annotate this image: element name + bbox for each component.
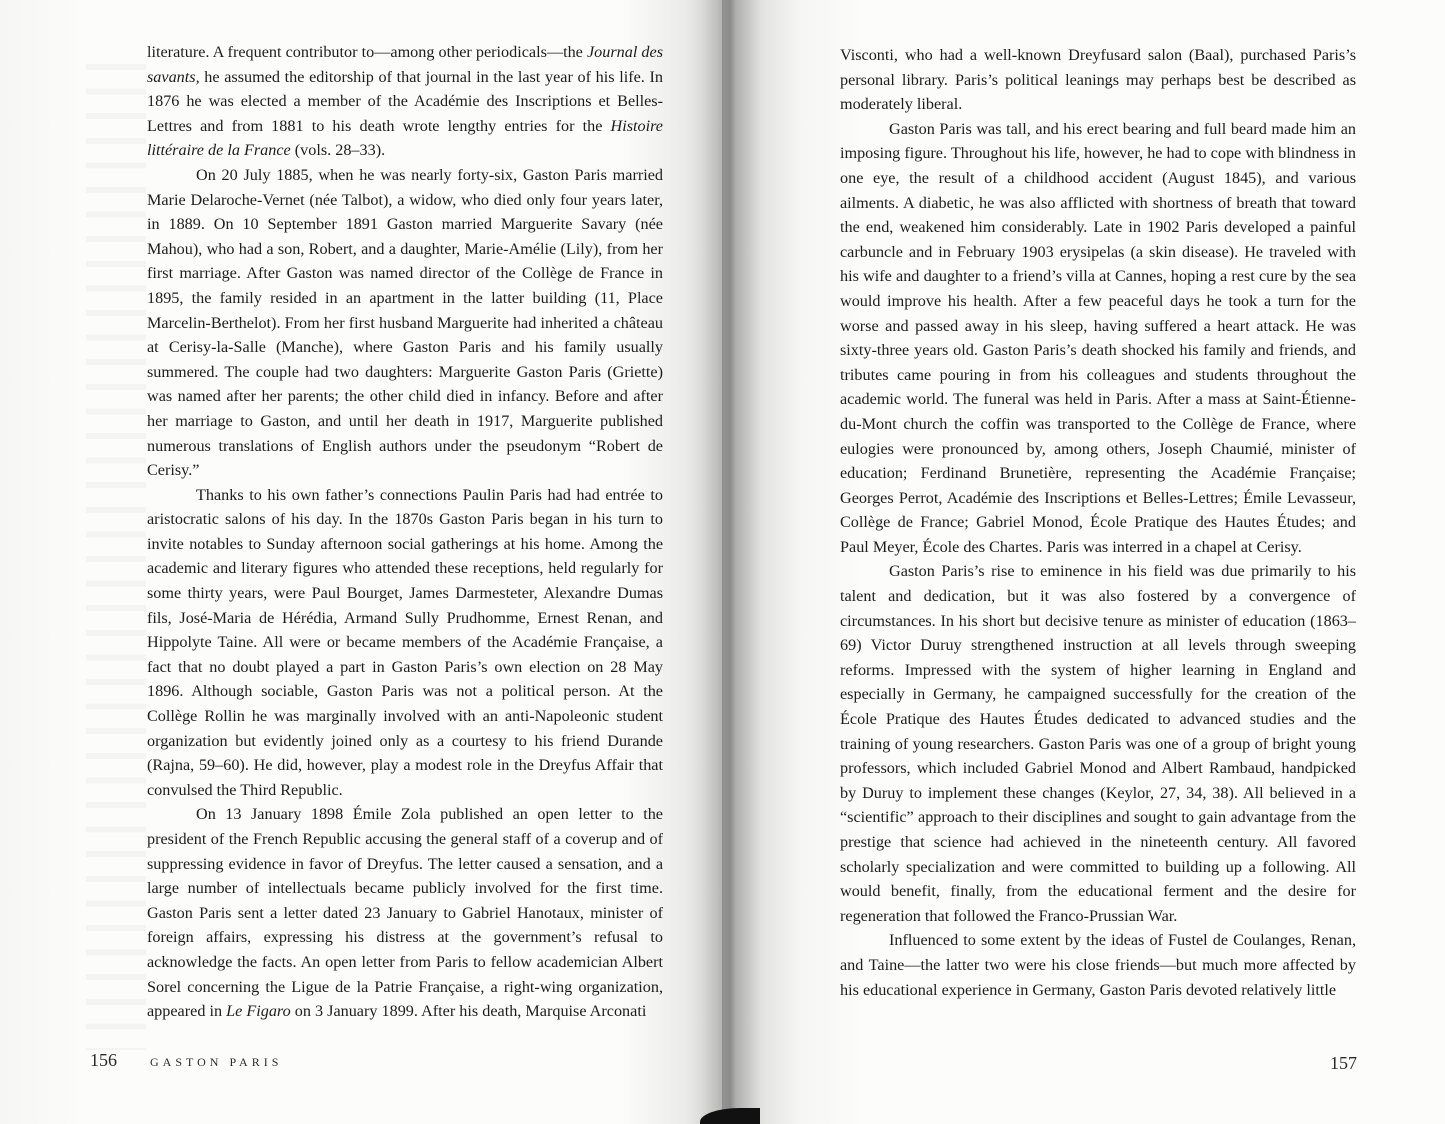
running-head: GASTON PARIS	[150, 1055, 283, 1069]
body-paragraph: Gaston Paris was tall, and his erect bearing and full beard made him an imposing figure. Throughout his life, however, he had to cope with blindness in one eye, the result of a childhood accident (August 1845), and various ailments. A diabetic, he was also afflicted with shortness of breath that toward the end, weakened him considerably. Late in 1902 Paris developed a painful carbuncle and in February 1903 erysipelas (a skin disease). He traveled with his wife and daughter to a friend’s villa at Cannes, hoping a rest cure by the sea would improve his health. After a few peaceful days he took a turn for the worse and passed away in his sleep, having suffered a heart attack. He was sixty-three years old. Gaston Paris’s death shocked his family and friends, and tributes came pouring in from his colleagues and students throughout the academic world. The funeral was held in Paris. After a mass at Saint-Étienne-du-Mont church the coffin was transported to the Collège de France, where eulogies were pronounced by, among others, Joseph Chaumié, minister of education; Ferdinand Brunetière, representing the Académie Française; Georges Perrot, Académie des Inscriptions et Belles-Lettres; Émile Levasseur, Collège de France; Gabriel Monod, École Pratique des Hautes Études; and Paul Meyer, École des Chartes. Paris was interred in a chapel at Cerisy.	[840, 119, 1356, 556]
body-paragraph: On 20 July 1885, when he was nearly forty-six, Gaston Paris married Marie Delaroche-Vernet (née Talbot), a widow, who died only four years later, in 1889. On 10 September 1891 Gaston married Marguerite Savary (née Mahou), who had a son, Robert, and a daughter, Marie-Amélie (Lily), from her first marriage. After Gaston was named director of the Collège de France in 1895, the family resided in an apartment in the latter building (11, Place Marcelin-Berthelot). From her first husband Marguerite had inherited a château at Cerisy-la-Salle (Manche), where Gaston Paris and his family usually summered. The couple had two daughters: Marguerite Gaston Paris (Griette) was named after her parents; the other child died in infancy. Before and after her marriage to Gaston, and until her death in 1917, Marguerite published numerous translations of English authors under the pseudonym “Robert de Cerisy.”	[147, 165, 663, 480]
left-page-body	[147, 40, 663, 1024]
body-paragraph: literature. A frequent contributor to—among other periodicals—the Journal des savants, he assumed the editorship of that journal in the last year of his life. In 1876 he was elected a member of the Académie des Inscriptions et Belles-Lettres and from 1881 to his death wrote lengthy entries for the Histoire littéraire de la France (vols. 28–33).	[147, 43, 663, 160]
right-page	[722, 0, 1445, 1124]
body-paragraph: On 13 January 1898 Émile Zola published an open letter to the president of the French Republic accusing the general staff of a coverup and of suppressing evidence in favor of Dreyfus. The letter caused a sensation, and a large number of intellectuals became publicly involved for the first time. Gaston Paris sent a letter dated 23 January to Gabriel Hanotaux, minister of foreign affairs, expressing his distress at the government’s refusal to acknowledge the facts. An open letter from Paris to fellow academician Albert Sorel concerning the Ligue de la Patrie Française, a right-wing organization, appeared in Le Figaro on 3 January 1899. After his death, Marquise Arconati	[147, 805, 663, 1021]
body-paragraph: Influenced to some extent by the ideas of Fustel de Coulanges, Renan, and Taine—the latter two were his close friends—but much more affected by his educational experience in Germany, Gaston Paris devoted relatively little	[840, 931, 1356, 999]
show-through-text	[86, 50, 146, 1050]
page-number-left: 156	[90, 1050, 117, 1070]
left-page	[0, 0, 722, 1124]
body-paragraph: Gaston Paris’s rise to eminence in his field was due primarily to his talent and dedication, but it was also fostered by a convergence of circumstances. In his short but decisive tenure as minister of education (1863–69) Victor Duruy strengthened instruction at all levels through sweeping reforms. Impressed with the system of higher learning in England and especially in Germany, he campaigned successfully for the creation of the École Pratique des Hautes Études dedicated to advanced studies and the training of young researchers. Gaston Paris was one of a group of bright young professors, which included Gabriel Monod and Albert Rambaud, handpicked by Duruy to implement these changes (Keylor, 27, 34, 38). All believed in a “scientific” approach to their disciplines and sought to gain advantage from the prestige that science had achieved in the nineteenth century. All favored scholarly specialization and were committed to building up a following. All would benefit, finally, from the educational ferment and the desire for regeneration that followed the Franco-Prussian War.	[840, 562, 1356, 925]
right-page-body	[840, 43, 1356, 1002]
book-gutter	[700, 0, 760, 1124]
body-paragraph: Visconti, who had a well-known Dreyfusard salon (Baal), purchased Paris’s personal library. Paris’s political leanings may perhaps best be described as moderately liberal.	[840, 46, 1356, 114]
body-paragraph: Thanks to his own father’s connections Paulin Paris had had entrée to aristocratic salons of his day. In the 1870s Gaston Paris began in his turn to invite notables to Sunday afternoon social gatherings at his home. Among the academic and literary figures who attended these receptions, held regularly for some thirty years, were Paul Bourget, James Darmesteter, Alexandre Dumas fils, José-Maria de Hérédia, Armand Sully Prudhomme, Ernest Renan, and Hippolyte Taine. All were or became members of the Académie Française, a fact that no doubt played a part in Gaston Paris’s own election on 28 May 1896. Although sociable, Gaston Paris was not a political person. At the Collège Rollin he was marginally involved with an anti-Napoleonic student organization but evidently joined only as a courtesy to his friend Durande (Rajna, 59–60). He did, however, play a modest role in the Dreyfus Affair that convulsed the Third Republic.	[147, 485, 663, 799]
page-number-right: 157	[1330, 1053, 1357, 1073]
